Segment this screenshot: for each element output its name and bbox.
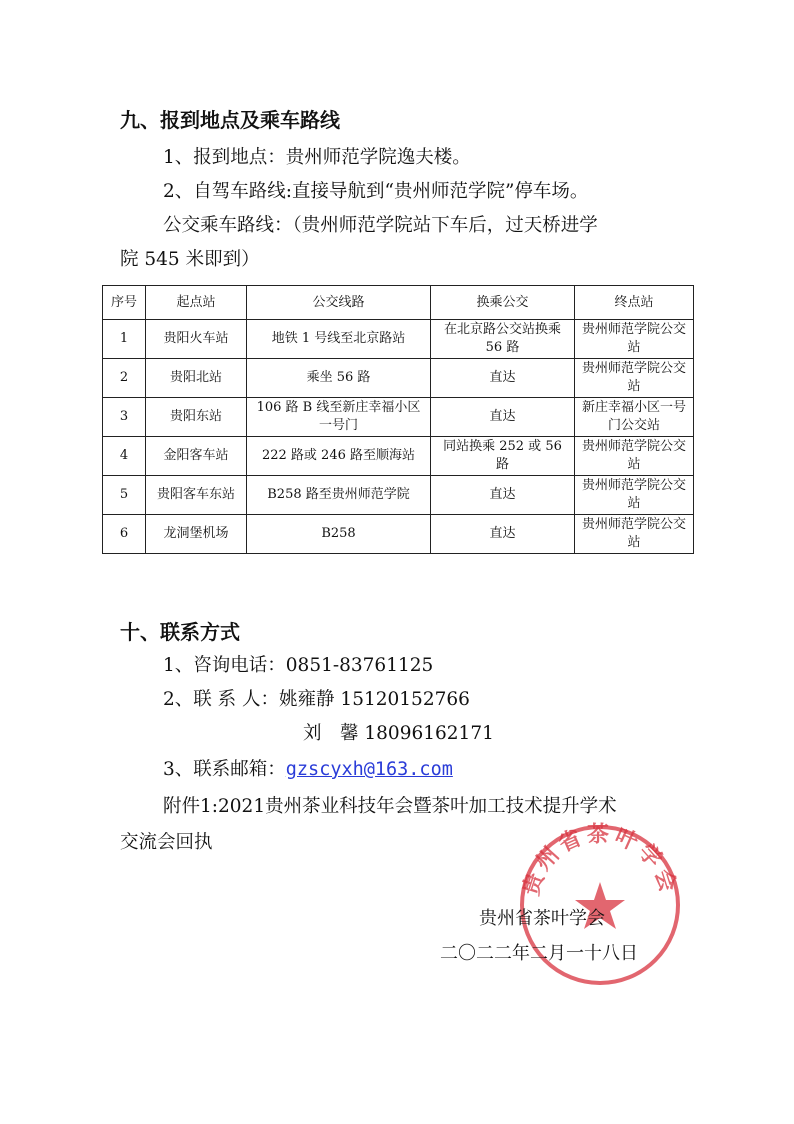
table-cell: 贵阳东站	[146, 398, 247, 437]
phone-label: 1、咨询电话：	[163, 655, 286, 676]
table-cell: 3	[103, 398, 146, 437]
signature-date: 二〇二二年二月一十八日	[440, 943, 638, 964]
section-9-title: 九、报到地点及乘车路线	[120, 108, 340, 132]
table-row	[103, 515, 694, 554]
contact-person-1: 姚雍静 15120152766	[279, 689, 470, 710]
phone-number: 0851-83761125	[285, 655, 434, 676]
phone-line	[163, 651, 433, 677]
table-cell: 4	[103, 437, 146, 476]
table-cell: 5	[103, 476, 146, 515]
table-cell: 直达	[431, 359, 575, 398]
table-cell: 直达	[431, 476, 575, 515]
table-cell: 在北京路公交站换乘 56 路	[431, 320, 575, 359]
col-header-start: 起点站	[146, 286, 247, 320]
table-cell: 贵州师范学院公交站	[575, 515, 694, 554]
table-cell: 贵阳火车站	[146, 320, 247, 359]
registration-location: 1、报到地点：贵州师范学院逸夫楼。	[163, 147, 471, 168]
table-cell: 贵阳客车东站	[146, 476, 247, 515]
driving-route: 2、自驾车路线:直接导航到“贵州师范学院”停车场。	[163, 181, 589, 202]
table-cell: 贵州师范学院公交站	[575, 359, 694, 398]
table-row	[103, 476, 694, 515]
table-cell: 2	[103, 359, 146, 398]
table-cell: B258 路至贵州师范学院	[247, 476, 431, 515]
table-cell: 地铁 1 号线至北京路站	[247, 320, 431, 359]
table-cell: 乘坐 56 路	[247, 359, 431, 398]
table-row	[103, 320, 694, 359]
email-label: 3、联系邮箱：	[163, 759, 286, 780]
table-cell: 贵州师范学院公交站	[575, 320, 694, 359]
table-cell: 1	[103, 320, 146, 359]
table-header-row	[103, 286, 694, 320]
contact-person-2: 刘 馨 18096162171	[303, 723, 494, 744]
col-header-number: 序号	[103, 286, 146, 320]
contact-label: 2、联 系 人：	[163, 689, 280, 710]
attachment-line-cont: 交流会回执	[120, 832, 213, 853]
signature-org: 贵州省茶叶学会	[479, 908, 605, 929]
col-header-bus-line: 公交线路	[247, 286, 431, 320]
attachment-line: 附件1:2021贵州茶业科技年会暨茶叶加工技术提升学术	[163, 796, 617, 817]
table-cell: 贵州师范学院公交站	[575, 437, 694, 476]
section-10-title: 十、联系方式	[120, 620, 240, 644]
col-header-transfer: 换乘公交	[431, 286, 575, 320]
seal-text: 贵州省茶叶学会	[518, 822, 682, 899]
table-cell: 222 路或 246 路至顺海站	[247, 437, 431, 476]
table-cell: 直达	[431, 398, 575, 437]
table-cell: 贵阳北站	[146, 359, 247, 398]
table-cell: 贵州师范学院公交站	[575, 476, 694, 515]
contact-line	[163, 685, 470, 711]
bus-route-intro-cont: 院 545 米即到）	[120, 249, 260, 270]
table-cell: 6	[103, 515, 146, 554]
table-row	[103, 437, 694, 476]
email-link[interactable]: gzscyxh@163.com	[285, 759, 453, 780]
table-cell: 直达	[431, 515, 575, 554]
bus-routes-table	[102, 285, 694, 554]
table-cell: 同站换乘 252 或 56 路	[431, 437, 575, 476]
table-row	[103, 359, 694, 398]
table-cell: B258	[247, 515, 431, 554]
email-line	[163, 755, 453, 781]
table-cell: 龙洞堡机场	[146, 515, 247, 554]
col-header-destination: 终点站	[575, 286, 694, 320]
table-cell: 新庄幸福小区一号门公交站	[575, 398, 694, 437]
table-row	[103, 398, 694, 437]
table-cell: 106 路 B 线至新庄幸福小区一号门	[247, 398, 431, 437]
table-cell: 金阳客车站	[146, 437, 247, 476]
bus-route-intro: 公交乘车路线：（贵州师范学院站下车后，过天桥进学	[163, 215, 598, 236]
